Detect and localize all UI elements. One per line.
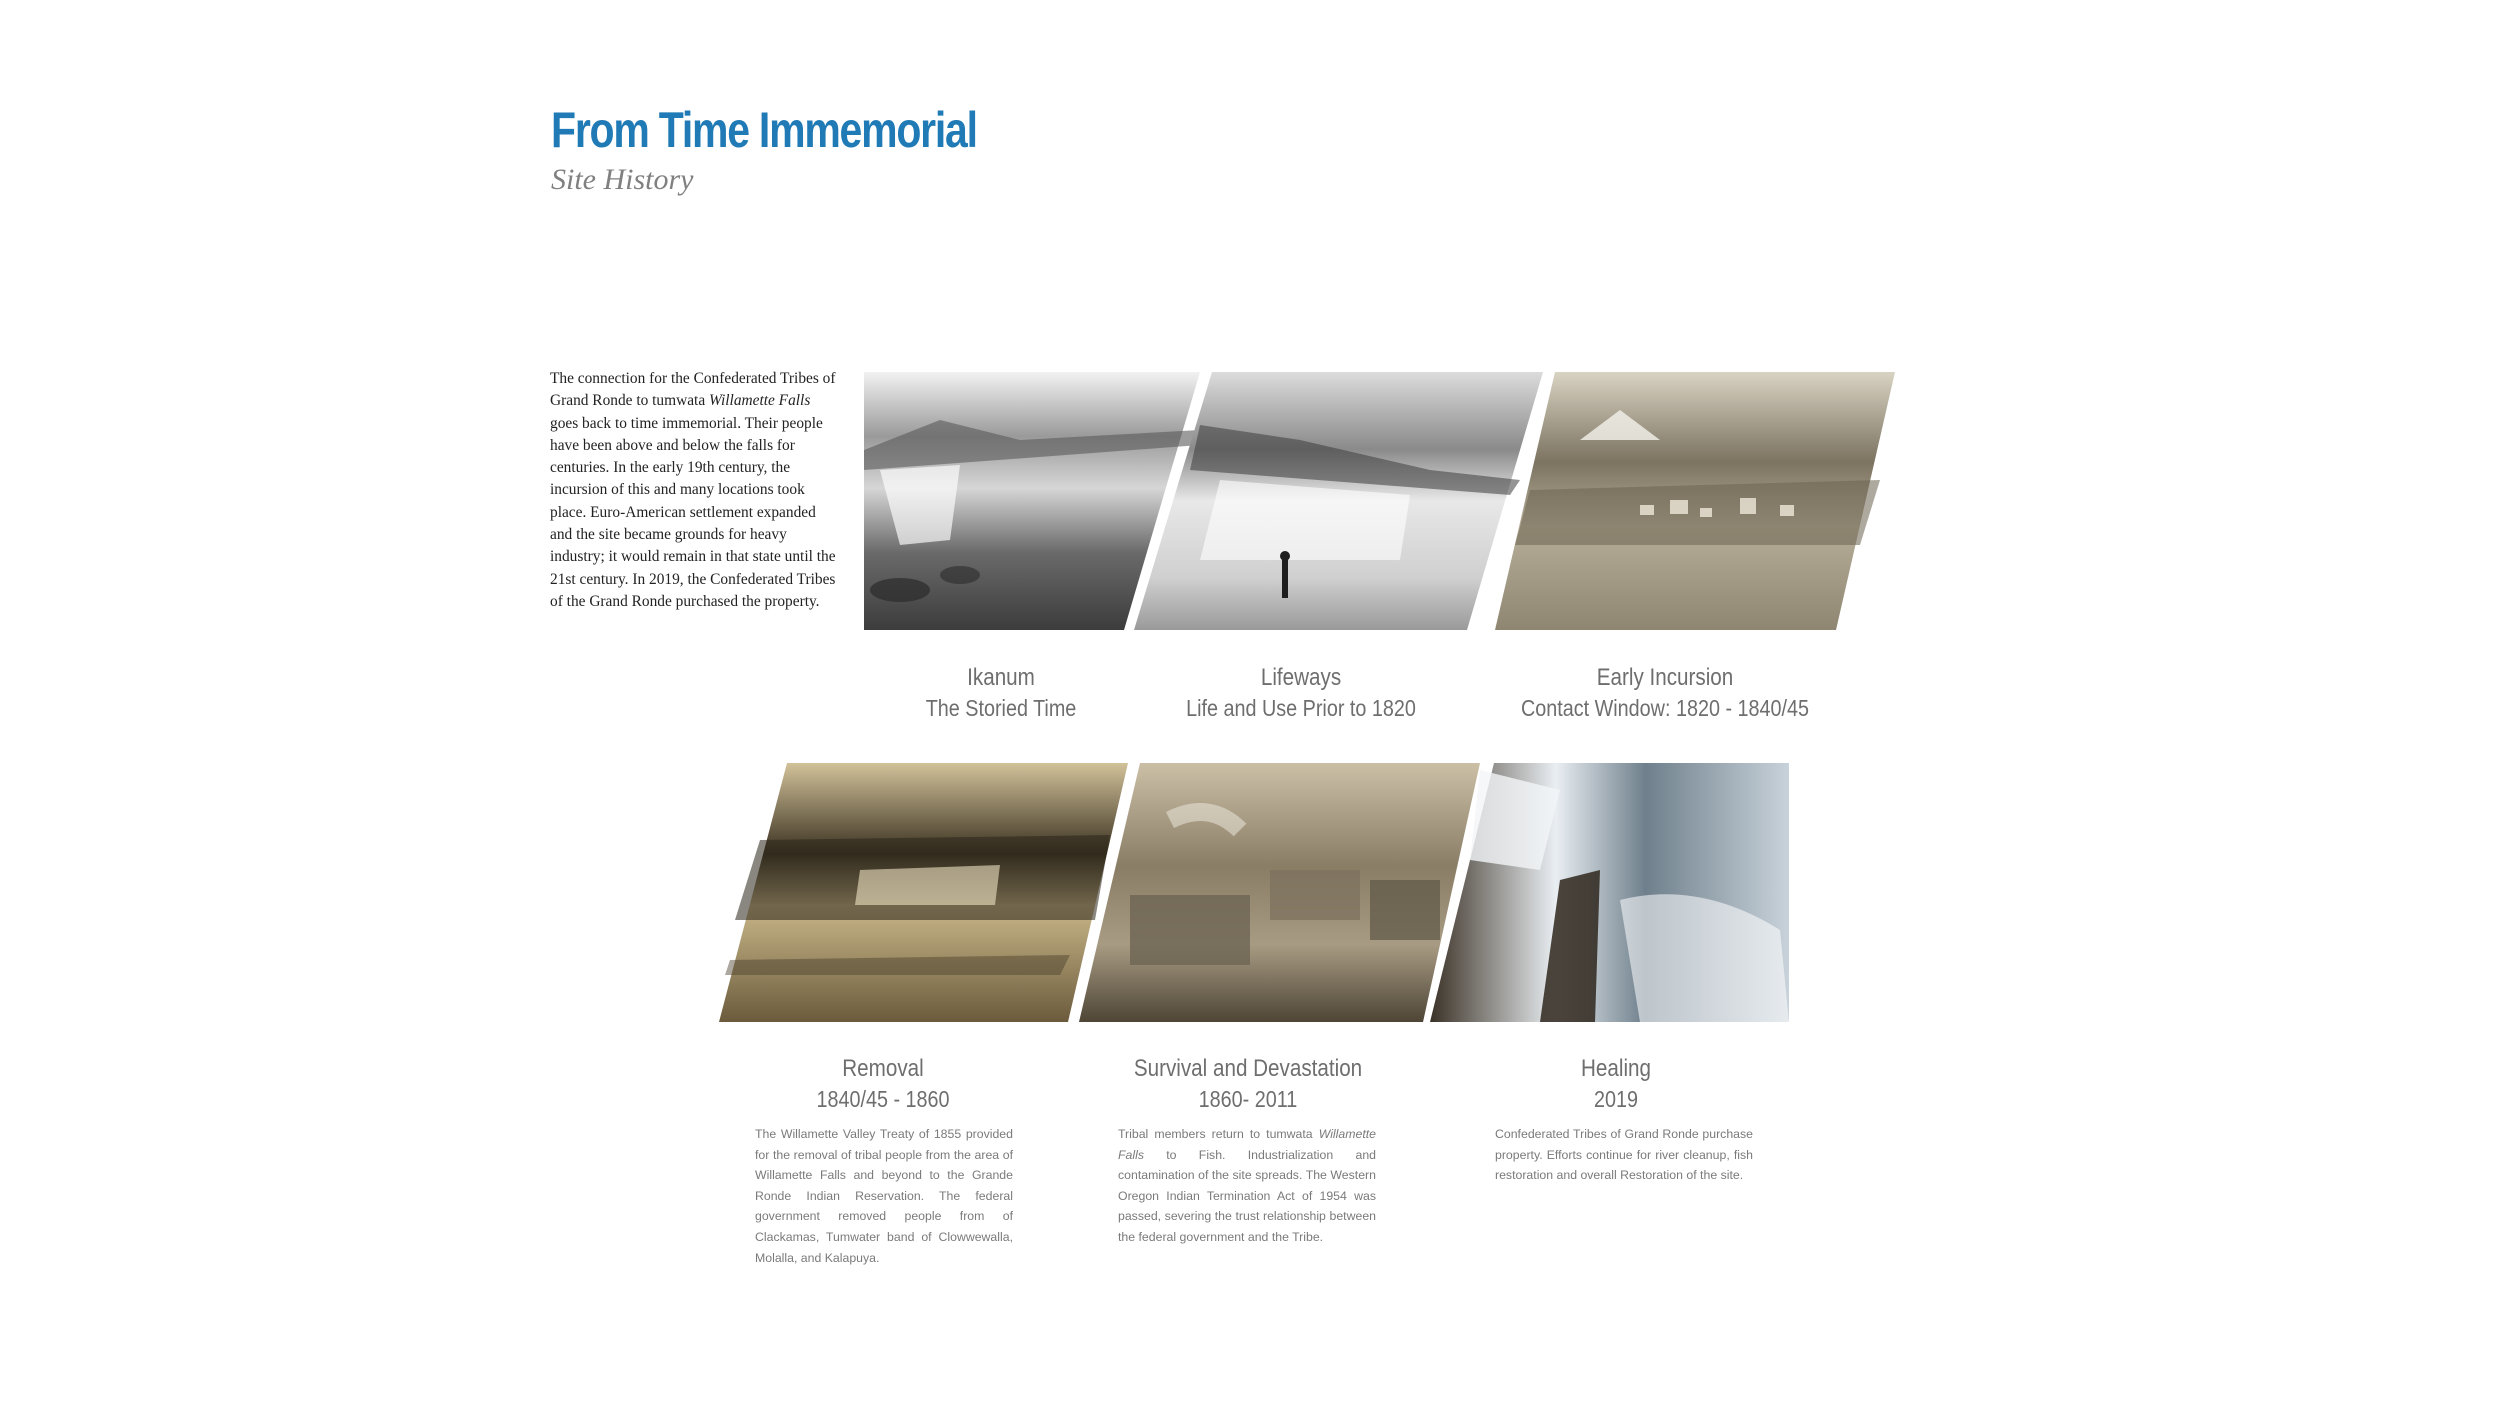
description-survival-devastation: [1118, 1124, 1376, 1248]
caption-removal: [816, 1054, 949, 1114]
intro-text-italic: Willamette Falls: [709, 392, 811, 410]
period-subtitle: Life and Use Prior to 1820: [1186, 695, 1416, 721]
intro-text-1: The connection for the Confederated Tribes of Grand Ronde to tumwata: [550, 370, 836, 410]
period-title: Early Incursion: [1596, 664, 1734, 691]
period-subtitle: The Storied Time: [925, 695, 1077, 721]
photo-healing: [1430, 763, 1789, 1022]
page-title: From Time Immemorial: [551, 102, 977, 158]
period-title: Ikanum: [967, 664, 1035, 691]
caption-ikanum: [926, 663, 1077, 723]
caption-early-incursion: [1521, 663, 1809, 723]
description-healing: Confederated Tribes of Grand Ronde purchase property. Efforts continue for river cleanup, fish restoration and overall Restoration of the site.: [1495, 1127, 1753, 1183]
description-text-1: Tribal members return to tumwata: [1118, 1127, 1319, 1141]
caption-healing: [1581, 1054, 1651, 1114]
description-text-2: to Fish. Industrialization and contamination of the site spreads. The Western Oregon Indian Termination Act of 1954 was passed, severing the trust relationship between the federal government and the Tribe.: [1118, 1147, 1376, 1244]
page-subtitle: Site History: [551, 163, 694, 196]
photo-survival-devastation: [1079, 763, 1480, 1022]
period-subtitle: 2019: [1593, 1086, 1639, 1112]
photo-lifeways: [1134, 372, 1543, 630]
period-title: Survival and Devastation: [1133, 1055, 1363, 1082]
period-title: Lifeways: [1260, 664, 1342, 691]
period-subtitle: Contact Window: 1820 - 1840/45: [1520, 695, 1810, 721]
description-removal: The Willamette Valley Treaty of 1855 provided for the removal of tribal people from the area of Willamette Falls and beyond to the Grande Ronde Indian Reservation. The federal government removed people from of Clackamas, Tumwater band of Clowwewalla, Molalla, and Kalapuya.: [755, 1127, 1013, 1265]
caption-lifeways: [1186, 663, 1416, 723]
period-title: Healing: [1581, 1055, 1651, 1082]
caption-survival-devastation: [1134, 1054, 1362, 1114]
period-title: Removal: [842, 1055, 924, 1082]
photo-early-incursion: [1495, 372, 1895, 630]
photo-removal: [719, 763, 1128, 1022]
period-subtitle: 1860- 2011: [1198, 1086, 1298, 1112]
period-subtitle: 1840/45 - 1860: [816, 1086, 950, 1112]
intro-text-2: goes back to time immemorial. Their people have been above and below the falls for centuries. In the early 19th century, the incursion of this and many locations took place. Euro-American settlement expanded and the site became grounds for heavy industry; it would remain in that state until the 21st century. In 2019, the Confederated Tribes of the Grand Ronde purchased the property.: [550, 414, 836, 610]
description-text-italic: Willamette Falls: [1118, 1127, 1376, 1162]
